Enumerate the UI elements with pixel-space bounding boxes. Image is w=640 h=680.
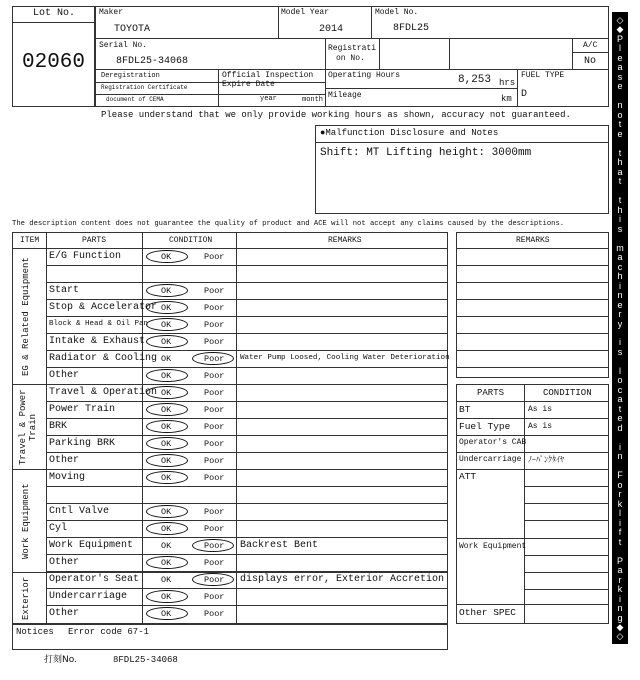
sidebar-char: h — [617, 271, 623, 282]
condition-header: CONDITION — [169, 236, 213, 245]
remark-text: Water Pump Loosed, Cooling Water Deterioration — [240, 354, 450, 362]
sidebar-char: n — [617, 603, 623, 614]
sidebar-char: i — [619, 337, 621, 348]
ok-circle-mark — [146, 301, 188, 314]
remark-line — [456, 265, 609, 266]
ok-label: OK — [161, 303, 172, 313]
ok-label: OK — [161, 558, 172, 568]
poor-label: Poor — [204, 320, 225, 330]
sidebar-char: F — [617, 470, 623, 481]
table-row — [46, 571, 448, 588]
ok-label: OK — [161, 286, 172, 296]
malfunction-box — [315, 125, 609, 214]
serial-value: 8FDL25-34068 — [116, 56, 189, 67]
item-header: ITEM — [20, 236, 40, 245]
sidebar-char: g — [617, 612, 623, 623]
hrs-unit: hrs — [499, 78, 516, 88]
poor-label: Poor — [204, 609, 225, 619]
ok-label: OK — [161, 388, 172, 398]
poor-circle-mark — [192, 573, 234, 586]
ok-circle-mark — [146, 522, 188, 535]
spec-part-name: Undercarriage — [459, 455, 522, 464]
sidebar-char: t — [618, 176, 622, 187]
part-name: E/G Function — [49, 251, 122, 262]
notices-label: Notices — [16, 627, 54, 637]
ok-circle-mark — [146, 437, 188, 450]
part-name: Other — [49, 455, 80, 466]
sidebar-char: s — [617, 346, 623, 357]
table-row — [46, 452, 448, 469]
poor-label: Poor — [204, 575, 225, 585]
stamp-label: 打刻No. — [44, 655, 77, 665]
group-eg-related: EG & Related Equipment — [21, 257, 31, 377]
group-travel-power-line1: Travel & Power — [18, 389, 28, 465]
remark-text: Backrest Bent — [240, 540, 319, 551]
ok-label: OK — [161, 609, 172, 619]
ok-circle-mark — [146, 607, 188, 620]
group-work-equipment: Work Equipment — [21, 483, 31, 559]
hours-notice: Please understand that we only provide working hours as shown, accuracy not guaranteed. — [101, 110, 571, 120]
ok-circle-mark — [146, 369, 188, 382]
remark-line — [456, 333, 609, 334]
remark-line — [456, 299, 609, 300]
sidebar-char: o — [617, 109, 623, 120]
spec-condition-value: ﾉｰﾊﾟﾝｸﾀｲﾔ — [528, 456, 564, 465]
ok-label: OK — [161, 252, 172, 262]
poor-circle-mark — [192, 352, 234, 365]
part-name: Other — [49, 557, 80, 568]
ok-circle-mark — [146, 284, 188, 297]
fuel-type-label: FUEL TYPE — [521, 71, 565, 80]
table-row — [46, 486, 448, 503]
sidebar-char: P — [616, 33, 623, 44]
model-no-value: 8FDL25 — [393, 23, 430, 34]
sidebar-char: f — [618, 527, 622, 538]
operating-hours-value: 8,253 — [458, 74, 492, 86]
part-name: Parking BRK — [49, 438, 116, 449]
sidebar-char: a — [617, 166, 623, 177]
part-name: Work Equipment — [49, 540, 134, 551]
spec-part-name: Operator's CAB — [459, 438, 527, 447]
sidebar-char: ◇ — [616, 631, 624, 642]
remark-line — [456, 350, 609, 351]
sidebar-char: d — [617, 422, 623, 433]
table-row — [46, 588, 448, 605]
table-row — [46, 605, 448, 622]
ok-circle-mark — [146, 505, 188, 518]
ok-circle-mark — [146, 318, 188, 331]
table-row — [46, 384, 448, 401]
reg-cert-label: Registration Certificate — [101, 84, 188, 91]
lot-number: 02060 — [22, 51, 86, 74]
table-row — [46, 503, 448, 520]
poor-label: Poor — [204, 422, 225, 432]
spec-cond-line — [524, 555, 609, 556]
part-name: Operator's Seat — [49, 574, 140, 585]
table-row — [46, 367, 448, 384]
poor-label: Poor — [204, 405, 225, 415]
sidebar-char: a — [617, 252, 623, 263]
spec-cond-line — [524, 520, 609, 521]
group-travel-power-line2: Train — [28, 413, 38, 441]
spec-cond-line — [524, 503, 609, 504]
poor-label: Poor — [204, 558, 225, 568]
sidebar-char: P — [616, 555, 623, 566]
ok-circle-mark — [146, 454, 188, 467]
ok-label: OK — [161, 541, 172, 551]
spec-condition-header: CONDITION — [543, 388, 592, 398]
cema-label: document of CEMA — [106, 96, 164, 103]
sidebar-char: e — [617, 413, 623, 424]
part-name: Cyl — [49, 523, 68, 534]
sidebar-char: n — [617, 290, 623, 301]
ac-value: No — [584, 56, 597, 67]
part-name: Cntl Valve — [49, 506, 110, 517]
sidebar-char: s — [617, 71, 623, 82]
spec-cond-line — [524, 589, 609, 590]
sidebar-char: i — [619, 441, 621, 452]
sidebar-char: l — [619, 43, 621, 54]
table-row — [46, 401, 448, 418]
part-name: Intake & Exhaust — [49, 336, 146, 347]
group-travel-power — [16, 388, 44, 466]
ok-circle-mark — [146, 420, 188, 433]
maker-value: TOYOTA — [114, 24, 151, 35]
sidebar-char: l — [619, 508, 621, 519]
sidebar-char: o — [617, 375, 623, 386]
table-row — [46, 554, 448, 571]
part-name: Block & Head & Oil Pan — [49, 320, 149, 328]
sidebar-char: y — [617, 318, 623, 329]
part-name: Undercarriage — [49, 591, 128, 602]
spec-part-name: Work Equipment — [459, 542, 527, 551]
ok-label: OK — [161, 337, 172, 347]
sidebar-char: h — [617, 204, 623, 215]
ok-circle-mark — [146, 386, 188, 399]
month-label: month — [302, 96, 324, 104]
operating-hours-label: Operating Hours — [328, 71, 401, 80]
sidebar-char: a — [617, 394, 623, 405]
serial-label: Serial No. — [99, 41, 148, 50]
fuel-type-value: D — [521, 89, 528, 100]
part-name: Other — [49, 608, 80, 619]
spec-condition-value: As is — [528, 405, 553, 414]
right-remarks-header: REMARKS — [516, 236, 550, 245]
poor-label: Poor — [204, 439, 225, 449]
registration-label-1: Registrati — [328, 44, 377, 53]
ok-label: OK — [161, 405, 172, 415]
table-row — [46, 350, 448, 367]
part-name: Moving — [49, 472, 86, 483]
sidebar-char: i — [619, 593, 621, 604]
sidebar-char: ◆ — [616, 622, 624, 632]
registration-label-2: on No. — [336, 54, 365, 63]
spec-part-name: Fuel Type — [459, 421, 511, 432]
spec-cond-line — [524, 486, 609, 487]
ac-label: A/C — [583, 41, 598, 50]
sidebar-char: n — [617, 100, 623, 111]
sidebar-char: ◆ — [616, 24, 624, 35]
remark-line — [456, 316, 609, 317]
ok-circle-mark — [146, 403, 188, 416]
sidebar-char: e — [617, 52, 623, 63]
table-row — [46, 282, 448, 299]
model-year-value: 2014 — [319, 24, 344, 35]
year-label: year — [260, 95, 277, 103]
inspection-label-2: Expire Date — [222, 80, 275, 89]
sidebar-char: s — [617, 223, 623, 234]
poor-label: Poor — [204, 371, 225, 381]
sidebar-char: c — [617, 384, 623, 395]
malfunction-title: ●Malfunction Disclosure and Notes — [320, 128, 499, 138]
spec-cond-line — [524, 572, 609, 573]
spec-part-name: Other SPEC — [459, 607, 517, 618]
part-name: Start — [49, 285, 80, 296]
sidebar-char: m — [616, 242, 624, 253]
remark-line — [456, 367, 609, 368]
sidebar-char: n — [617, 451, 623, 462]
table-row — [46, 316, 448, 333]
sidebar-char: t — [618, 147, 622, 158]
poor-label: Poor — [204, 303, 225, 313]
sidebar-char: t — [618, 536, 622, 547]
sidebar-char: o — [617, 479, 623, 490]
sidebar-char: i — [619, 280, 621, 291]
poor-circle-mark — [192, 539, 234, 552]
table-row — [46, 248, 448, 265]
ok-circle-mark — [146, 250, 188, 263]
disclaimer: The description content does not guarantee the quality of product and ACE will not accept any claims caused by the descriptions. — [12, 220, 565, 228]
sidebar-char: h — [617, 157, 623, 168]
sidebar-char: r — [618, 574, 622, 585]
ok-label: OK — [161, 473, 172, 483]
table-row — [46, 265, 448, 282]
maker-label: Maker — [99, 8, 124, 17]
remarks-header: REMARKS — [328, 236, 362, 245]
table-row — [46, 537, 448, 554]
stamp-value: 8FDL25-34068 — [113, 655, 178, 665]
spec-condition-value: As is — [528, 422, 553, 431]
sidebar-char: ◇ — [616, 15, 624, 25]
ok-label: OK — [161, 354, 172, 364]
ok-label: OK — [161, 371, 172, 381]
spec-parts-header: PARTS — [477, 388, 505, 398]
poor-label: Poor — [204, 524, 225, 534]
inspection-label-1: Official Inspection — [222, 71, 314, 80]
mileage-label: Mileage — [328, 91, 362, 100]
spec-part-name: BT — [459, 404, 471, 415]
deregistration-label: Deregistration — [101, 72, 160, 80]
sidebar-char: i — [619, 517, 621, 528]
ok-circle-mark — [146, 471, 188, 484]
remark-line — [456, 282, 609, 283]
sidebar-char: a — [617, 565, 623, 576]
part-name: Power Train — [49, 404, 116, 415]
poor-label: Poor — [204, 388, 225, 398]
sidebar-char: r — [618, 489, 622, 500]
part-name: Travel & Operation — [49, 387, 158, 398]
ok-circle-mark — [146, 556, 188, 569]
ok-circle-mark — [146, 335, 188, 348]
sidebar-char: k — [617, 498, 623, 509]
poor-label: Poor — [204, 354, 225, 364]
table-row — [46, 520, 448, 537]
sidebar-char: e — [617, 299, 623, 310]
poor-label: Poor — [204, 592, 225, 602]
poor-label: Poor — [204, 541, 225, 551]
poor-label: Poor — [204, 252, 225, 262]
table-row — [46, 469, 448, 486]
part-name: Radiator & Cooling — [49, 353, 158, 364]
lot-label: Lot No. — [33, 8, 76, 19]
km-unit: km — [501, 94, 512, 104]
remark-text: displays error, Exterior Accretion — [240, 574, 445, 585]
part-name: BRK — [49, 421, 68, 432]
table-row — [46, 418, 448, 435]
table-row — [46, 333, 448, 350]
sidebar-char: e — [617, 81, 623, 92]
sidebar-char: l — [619, 365, 621, 376]
ok-label: OK — [161, 439, 172, 449]
sidebar-char: a — [617, 62, 623, 73]
sidebar-char: t — [618, 195, 622, 206]
sidebar-char: r — [618, 309, 622, 320]
sidebar-char: c — [617, 261, 623, 272]
group-exterior: Exterior — [21, 576, 31, 620]
sidebar-char: t — [618, 403, 622, 414]
poor-label: Poor — [204, 337, 225, 347]
sidebar-char: k — [617, 584, 623, 595]
table-row — [46, 435, 448, 452]
table-row — [46, 299, 448, 316]
sidebar-char: i — [619, 214, 621, 225]
malfunction-text: Shift: MT Lifting height: 3000mm — [320, 147, 532, 159]
ok-label: OK — [161, 507, 172, 517]
ok-label: OK — [161, 456, 172, 466]
sidebar-char: t — [618, 119, 622, 130]
ok-label: OK — [161, 422, 172, 432]
parts-header: PARTS — [82, 236, 107, 245]
sidebar-char: e — [617, 128, 623, 139]
location-sidebar — [612, 12, 628, 644]
ok-label: OK — [161, 524, 172, 534]
spec-part-name: ATT — [459, 471, 477, 482]
poor-label: Poor — [204, 286, 225, 296]
ok-label: OK — [161, 592, 172, 602]
model-no-label: Model No. — [375, 8, 419, 17]
part-name: Stop & Accelerator — [49, 302, 158, 313]
sidebar-text — [612, 16, 628, 642]
poor-label: Poor — [204, 456, 225, 466]
poor-label: Poor — [204, 473, 225, 483]
part-name: Other — [49, 370, 80, 381]
ok-label: OK — [161, 320, 172, 330]
ok-circle-mark — [146, 590, 188, 603]
ok-label: OK — [161, 575, 172, 585]
poor-label: Poor — [204, 507, 225, 517]
notices-text: Error code 67-1 — [68, 627, 150, 637]
model-year-label: Model Year — [281, 8, 330, 17]
